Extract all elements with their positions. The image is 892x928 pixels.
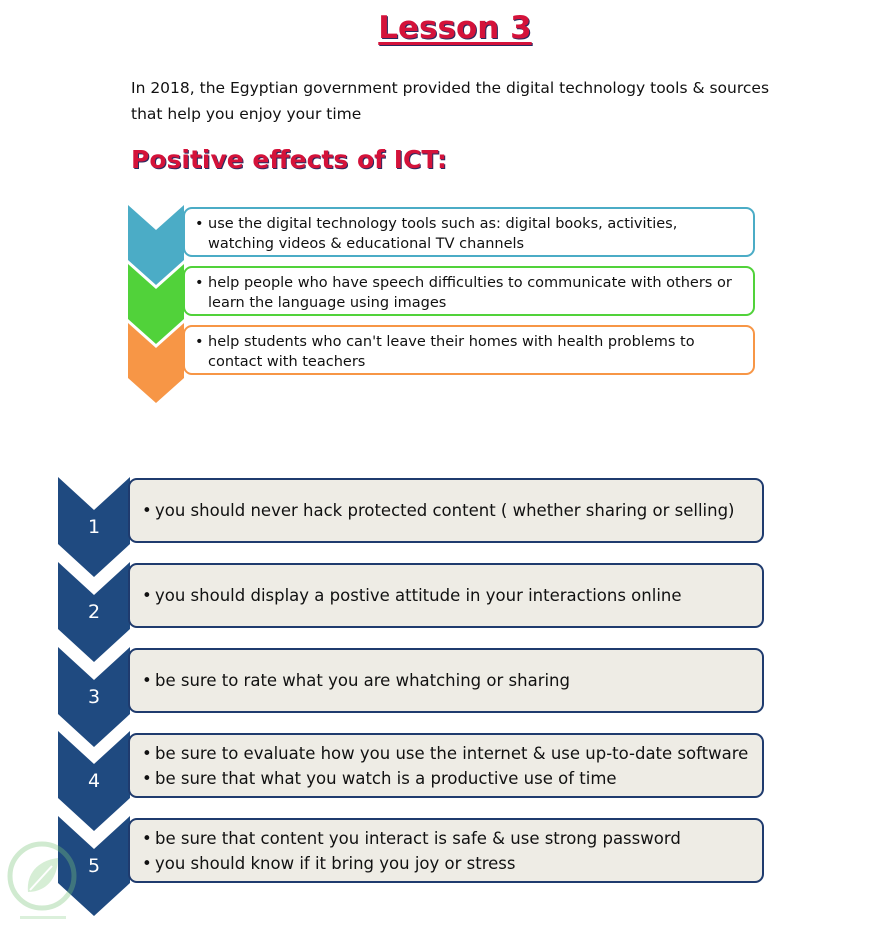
rule-text-5-2: you should know if it bring you joy or stress [155,853,516,873]
effect-text-2: help people who have speech difficulties to communicate with others or learn the language using images [208,275,732,311]
rule-number-2: 2 [87,601,101,623]
rule-text-4-2: be sure that what you watch is a productive use of time [155,768,617,788]
rule-text-5-1: be sure that content you interact is safe & use strong password [155,828,681,848]
section-heading: Positive effects of ICT: [131,145,448,174]
rule-number-5: 5 [87,855,101,877]
rule-text-3-1: be sure to rate what you are whatching or sharing [155,671,570,690]
rule-item-2: • you should display a postive attitude in your interactions online [128,563,764,628]
effect-text-1: use the digital technology tools such as: digital books, activities, watching videos & educational TV channels [208,216,678,252]
rule-item-5: • be sure that content you interact is safe & use strong password • you should know if it bring you joy or stress [128,818,764,883]
rule-number-3: 3 [87,686,101,708]
rule-item-1: • you should never hack protected content ( whether sharing or selling) [128,478,764,543]
rule-text-2-1: you should display a postive attitude in your interactions online [155,586,682,605]
effect-item-1: • use the digital technology tools such as: digital books, activities, watching videos & educational TV channels [183,207,755,257]
lesson-title: Lesson 3 [378,10,532,46]
effect-item-3: • help students who can't leave their homes with health problems to contact with teachers [183,325,755,375]
rule-item-3: • be sure to rate what you are whatching or sharing [128,648,764,713]
rule-item-4: • be sure to evaluate how you use the internet & use up-to-date software • be sure that what you watch is a productive use of time [128,733,764,798]
rule-number-4: 4 [87,770,101,792]
rule-text-4-1: be sure to evaluate how you use the internet & use up-to-date software [155,743,749,763]
rule-text-1-1: you should never hack protected content ( whether sharing or selling) [155,501,735,520]
effect-item-2: • help people who have speech difficulties to communicate with others or learn the language using images [183,266,755,316]
rule-number-1: 1 [87,516,101,538]
intro-paragraph: In 2018, the Egyptian government provided the digital technology tools & sources that help you enjoy your time [131,79,770,123]
leaf-logo-icon [0,840,90,928]
effect-chevron-3 [128,323,184,403]
effect-text-3: help students who can't leave their homes with health problems to contact with teachers [208,334,695,370]
